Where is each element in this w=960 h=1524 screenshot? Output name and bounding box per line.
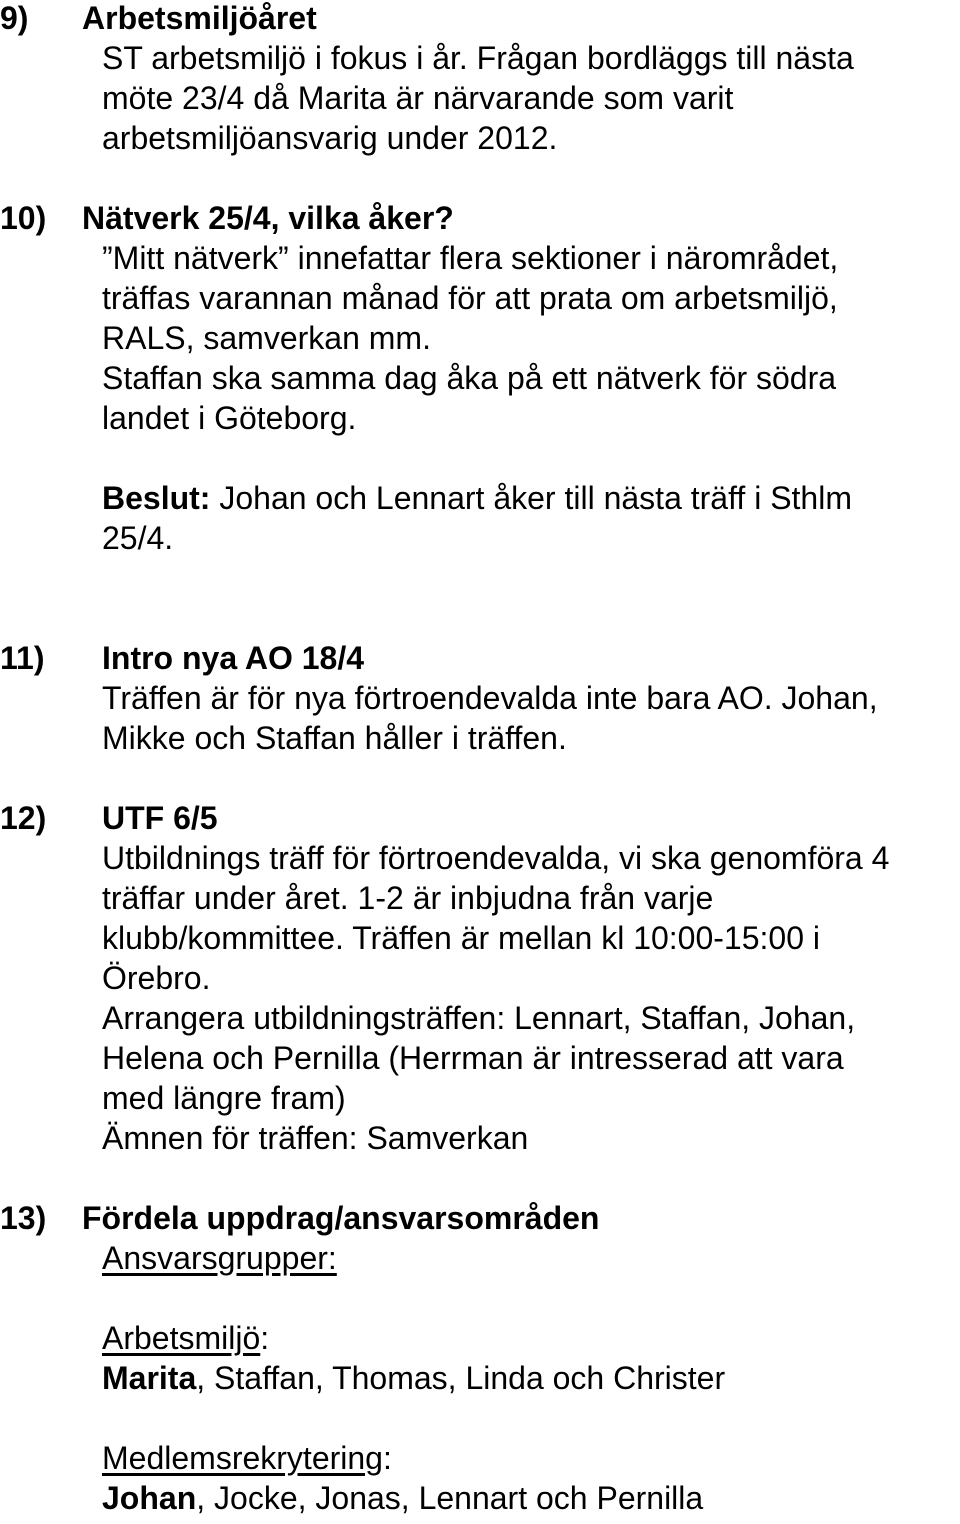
section-12-title: UTF 6/5	[102, 800, 218, 836]
group-arbetsmiljo-label: Arbetsmiljö	[102, 1320, 261, 1356]
section-11-line-1: Träffen är för nya förtroendevalda inte bara AO. Johan,	[102, 680, 878, 716]
group-medlemsrekrytering-heading	[102, 1438, 392, 1478]
section-13-number: 13)	[0, 1200, 47, 1236]
section-10-line-1: ”Mitt nätverk” innefattar flera sektioner i närområdet,	[102, 240, 839, 276]
section-9-line-3: arbetsmiljöansvarig under 2012.	[102, 120, 558, 156]
section-10-decision-line-2: 25/4.	[102, 520, 174, 556]
group-arbetsmiljo-rest: , Staffan, Thomas, Linda och Christer	[196, 1360, 726, 1396]
section-9-line-2: möte 23/4 då Marita är närvarande som varit	[102, 80, 734, 116]
section-12-line-1: Utbildnings träff för förtroendevalda, vi ska genomföra 4	[102, 840, 890, 876]
group-medlemsrekrytering-colon: :	[382, 1440, 392, 1476]
group-medlemsrekrytering-members	[102, 1478, 703, 1518]
section-12-line-5: Arrangera utbildningsträffen: Lennart, Staffan, Johan,	[102, 1000, 856, 1036]
section-10-line-5: landet i Göteborg.	[102, 400, 357, 436]
section-9-title: Arbetsmiljöåret	[82, 0, 317, 36]
group-medlemsrekrytering-lead: Johan	[102, 1480, 197, 1516]
group-medlemsrekrytering-label: Medlemsrekrytering	[102, 1440, 383, 1476]
section-10-decision	[102, 478, 852, 518]
section-10-title: Nätverk 25/4, vilka åker?	[82, 200, 454, 236]
section-13-subheading: Ansvarsgrupper:	[102, 1240, 337, 1276]
group-arbetsmiljo-colon: :	[260, 1320, 270, 1356]
section-10-line-2: träffas varannan månad för att prata om arbetsmiljö,	[102, 280, 838, 316]
section-11-line-2: Mikke och Staffan håller i träffen.	[102, 720, 567, 756]
group-medlemsrekrytering-rest: , Jocke, Jonas, Lennart och Pernilla	[196, 1480, 704, 1516]
section-9-number: 9)	[0, 0, 29, 36]
section-11-number: 11)	[0, 640, 45, 676]
section-12-line-8: Ämnen för träffen: Samverkan	[102, 1120, 529, 1156]
section-12-line-7: med längre fram)	[102, 1080, 346, 1116]
section-10-line-3: RALS, samverkan mm.	[102, 320, 431, 356]
decision-text: Johan och Lennart åker till nästa träff i Sthlm	[210, 480, 852, 516]
section-13-title: Fördela uppdrag/ansvarsområden	[82, 1200, 600, 1236]
section-11-title: Intro nya AO 18/4	[102, 640, 364, 676]
section-9-line-1: ST arbetsmiljö i fokus i år. Frågan bordläggs till nästa	[102, 40, 854, 76]
section-10-number: 10)	[0, 200, 47, 236]
section-12-line-4: Örebro.	[102, 960, 211, 996]
section-12-line-3: klubb/kommittee. Träffen är mellan kl 10:00-15:00 i	[102, 920, 820, 956]
decision-label: Beslut:	[102, 480, 211, 516]
section-12-line-2: träffar under året. 1-2 är inbjudna från varje	[102, 880, 714, 916]
group-arbetsmiljo-lead: Marita	[102, 1360, 197, 1396]
group-arbetsmiljo-heading	[102, 1318, 269, 1358]
section-10-line-4: Staffan ska samma dag åka på ett nätverk för södra	[102, 360, 837, 396]
group-arbetsmiljo-members	[102, 1358, 725, 1398]
section-12-number: 12)	[0, 800, 47, 836]
section-12-line-6: Helena och Pernilla (Herrman är intresserad att vara	[102, 1040, 844, 1076]
